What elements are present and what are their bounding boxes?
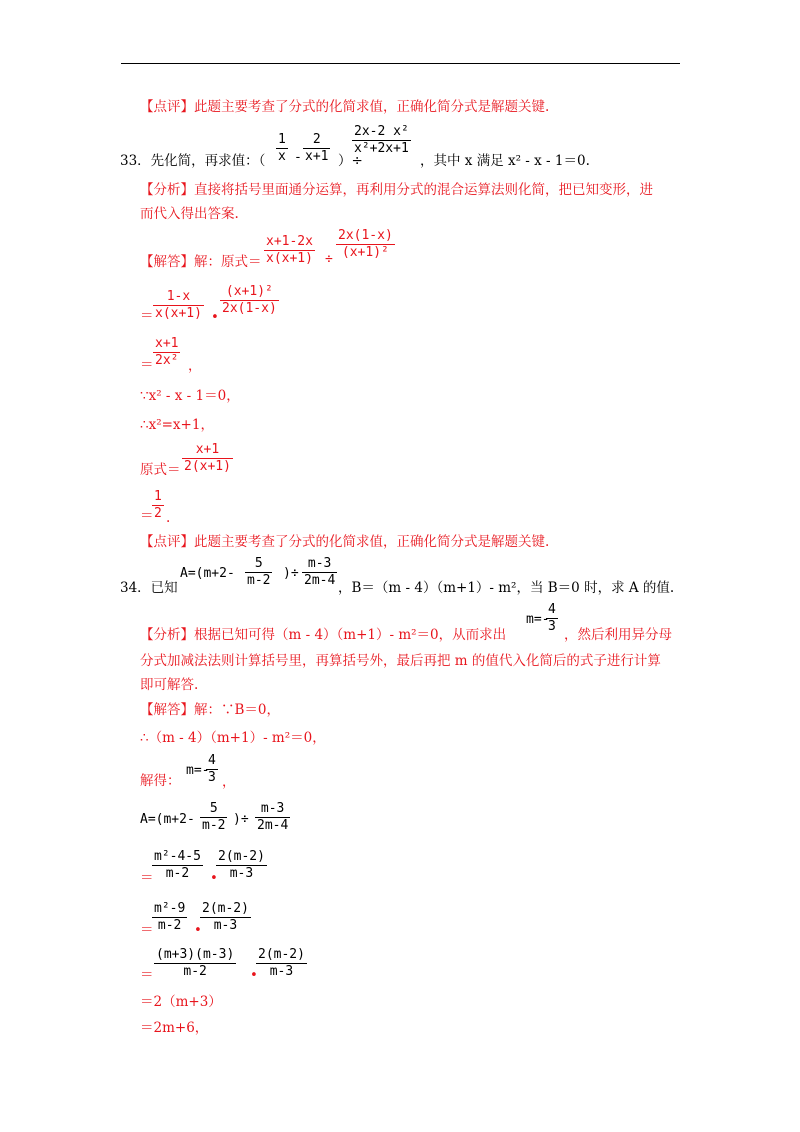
q33-eq-3: ＝ xyxy=(140,357,154,373)
q34-analysis-1: 【分析】根据已知可得（m - 4）（m+1）- m²＝0，从而求出 xyxy=(140,627,507,643)
q33-step1-frac1: $\frac{x+1-2x}{x(x+1)}$ xyxy=(266,234,313,266)
q34-a-frac2: $\frac{m-3}{2m-4}$ xyxy=(304,556,336,588)
header-rule xyxy=(121,63,680,64)
q33-close: ）÷ xyxy=(338,153,363,169)
comment-prev: 【点评】此题主要考查了分式的化简求值，正确化简分式是解题关键. xyxy=(140,99,550,115)
q34-eq-4: ＝ xyxy=(140,967,154,983)
q34-solve-tail: ， xyxy=(222,774,236,790)
q33-comment: 【点评】此题主要考查了分式的化简求值，正确化简分式是解题关键. xyxy=(140,534,550,550)
q33-comma-1: ， xyxy=(188,358,202,374)
q33-eq-2: ＝ xyxy=(140,308,154,324)
q34-line4-frac2: $\frac{2(m-2)}{m-3}$ xyxy=(258,947,305,979)
q34-analysis-3: 即可解答. xyxy=(140,677,199,693)
q33-therefore: ∴x²=x+1， xyxy=(140,417,214,433)
q33-div: ÷ xyxy=(325,252,333,267)
q33-step2-frac1: $\frac{1-x}{x(x+1)}$ xyxy=(155,289,202,321)
q34-eq-2: ＝ xyxy=(140,870,154,886)
q34-a-frac1: $\frac{5}{m-2}$ xyxy=(247,556,271,588)
q33-step3-frac: $\frac{x+1}{\text{2x²}}$ xyxy=(155,336,179,368)
q34-line4-frac1: $\frac{(m+3)(m-3)}{m-2}$ xyxy=(156,947,235,979)
q34-solve-m-frac: $\frac{4}{3}$ xyxy=(208,753,216,785)
q33-orig-label: 原式＝ xyxy=(140,462,181,478)
q33-dot-1: • xyxy=(211,310,219,325)
q34-line1-frac2: $\frac{m-3}{2m-4}$ xyxy=(257,801,289,833)
q34-a-close: )÷ xyxy=(283,566,299,581)
q33-step4-frac: $\frac{x+1}{2(x+1)}$ xyxy=(184,442,231,474)
q34-tail: ，B＝（m - 4）（m+1）- m²，当 B＝0 时，求 A 的值. xyxy=(338,580,675,596)
q33-step2-frac2: $\frac{\text{(x+1)²}}{2x(1-x)}$ xyxy=(222,284,277,316)
q34-solution-1: 【解答】解：∵B＝0， xyxy=(140,702,281,718)
q34-solve-m-prefix: m=- xyxy=(186,763,210,778)
q34-number: 34．已知 xyxy=(120,580,178,596)
q34-dot-2: • xyxy=(210,871,218,886)
q34-m-frac: $\frac{4}{3}$ xyxy=(548,602,556,634)
q33-step5-frac: $\frac{1}{2}$ xyxy=(154,489,162,521)
q34-solve-label: 解得： xyxy=(140,773,181,789)
q33-frac-2: $\frac{2}{x+1}$ xyxy=(305,132,329,164)
q34-line6: ＝2m+6， xyxy=(140,1020,209,1036)
q34-dot-3: • xyxy=(194,923,202,938)
q33-minus: - xyxy=(294,150,302,165)
q33-solution-prefix: 【解答】解：原式＝ xyxy=(140,254,262,270)
q34-line1-frac1: $\frac{5}{m-2}$ xyxy=(202,801,226,833)
q33-analysis-2: 而代入得出答案. xyxy=(140,206,239,222)
q34-line2-frac2: $\frac{2(m-2)}{m-3}$ xyxy=(218,849,265,881)
q33-number: 33．先化简，再求值：（ xyxy=(120,153,266,169)
q34-line2-frac1: $\frac{\text{m²-4-5}}{m-2}$ xyxy=(154,849,201,881)
q33-tail: ，其中 x 满足 x² - x - 1＝0. xyxy=(420,153,590,169)
q34-line1-close: )÷ xyxy=(233,812,249,827)
q33-frac-1: $\frac{1}{x}$ xyxy=(278,132,286,164)
q34-analysis-2: 分式加减法法则计算括号里，再算括号外，最后再把 m 的值代入化简后的式子进行计算 xyxy=(140,653,661,669)
q34-eq-3: ＝ xyxy=(140,922,154,938)
q34-line1-prefix: A=(m+2- xyxy=(140,812,195,827)
q34-m-prefix: m=- xyxy=(526,612,550,627)
q33-eq-5: ＝ xyxy=(140,508,154,524)
q33-period: . xyxy=(166,510,171,526)
q33-frac-3: $\frac{\text{2x-2 x²}}{\text{x²+2x+1}}$ xyxy=(354,124,409,156)
q33-because: ∵x² - x - 1＝0， xyxy=(140,388,240,404)
q34-a-prefix: A=(m+2- xyxy=(180,566,235,581)
q33-step1-frac2: $\frac{2x(1-x)}{\text{(x+1)²}}$ xyxy=(338,228,393,260)
q34-line3-frac2: $\frac{2(m-2)}{m-3}$ xyxy=(202,901,249,933)
q34-analysis-1b: ，然后利用异分母 xyxy=(564,627,672,643)
q34-solution-2: ∴（m - 4）（m+1）- m²＝0， xyxy=(140,730,326,746)
q34-line3-frac1: $\frac{\text{m²-9}}{m-2}$ xyxy=(154,901,186,933)
q34-dot-4: • xyxy=(250,968,258,983)
q34-line5: ＝2（m+3） xyxy=(140,994,222,1010)
q33-analysis-1: 【分析】直接将括号里面通分运算，再利用分式的混合运算法则化简，把已知变形，进 xyxy=(140,182,653,198)
